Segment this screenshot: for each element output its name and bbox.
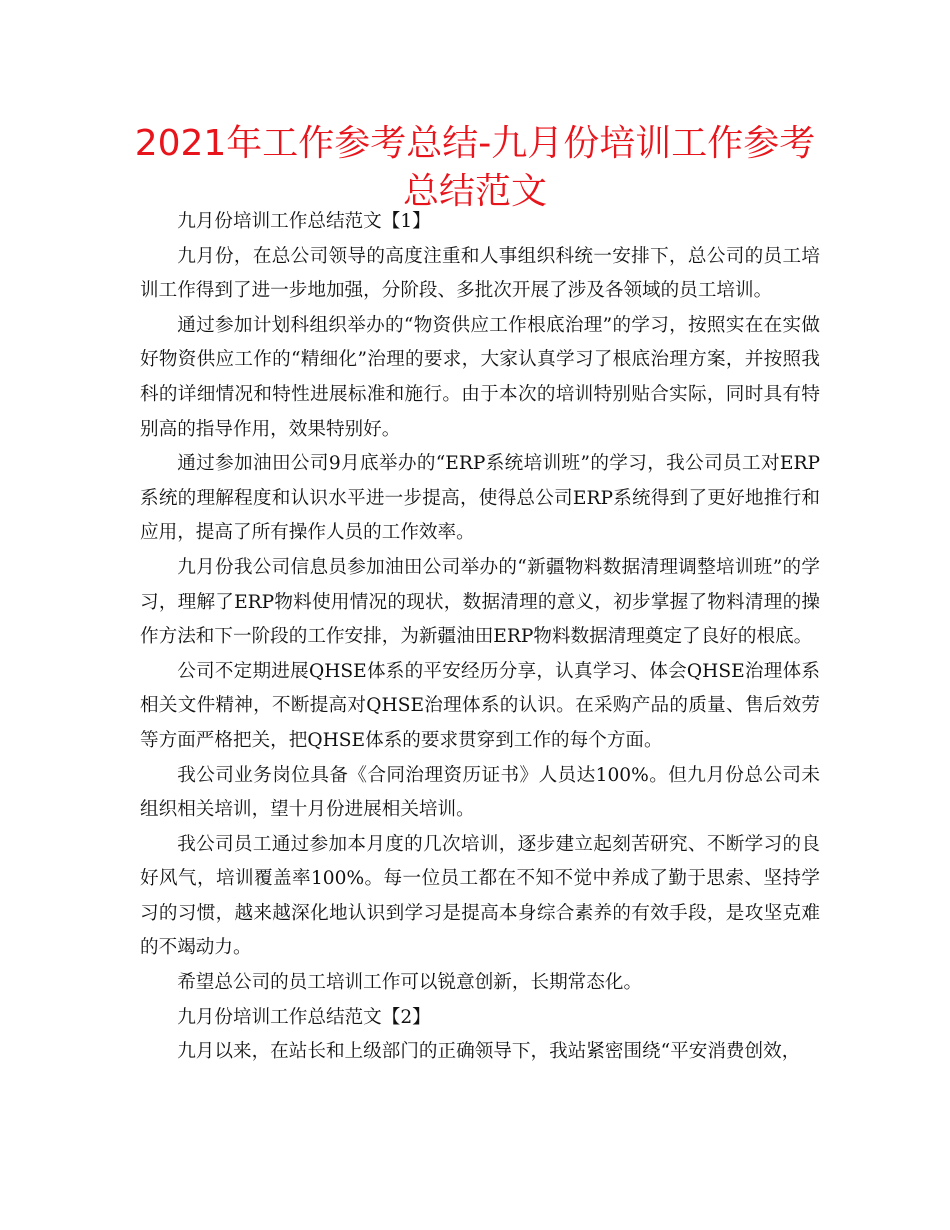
paragraph: 九月份，在总公司领导的高度注重和人事组织科统一安排下，总公司的员工培训工作得到了进一步地加强，分阶段、多批次开展了涉及各领域的员工培训。 bbox=[140, 245, 820, 302]
paragraph: 公司不定期进展QHSE体系的平安经历分享，认真学习、体会QHSE治理体系相关文件精神，不断提高对QHSE治理体系的认识。在采购产品的质量、售后效劳等方面严格把关，把QHSE体系的要求贯穿到工作的每个方面。 bbox=[140, 660, 820, 751]
section-heading-2: 九月份培训工作总结范文【2】 bbox=[177, 1006, 431, 1028]
document-body bbox=[140, 205, 820, 1070]
section-heading-1: 九月份培训工作总结范文【1】 bbox=[177, 211, 431, 232]
paragraph: 通过参加计划科组织举办的“物资供应工作根底治理”的学习，按照实在在实做好物资供应工作的“精细化”治理的要求，大家认真学习了根底治理方案，并按照我科的详细情况和特性进展标准和施行。由于本次的培训特别贴合实际，同时具有特别高的指导作用，效果特别好。 bbox=[140, 314, 820, 440]
paragraph: 通过参加油田公司9月底举办的“ERP系统培训班”的学习，我公司员工对ERP系统的理解程度和认识水平进一步提高，使得总公司ERP系统得到了更好地推行和应用，提高了所有操作人员的工作效率。 bbox=[140, 453, 820, 544]
document-title: 2021年工作参考总结-九月份培训工作参考总结范文 bbox=[134, 123, 816, 212]
paragraph: 希望总公司的员工培训工作可以锐意创新，长期常态化。 bbox=[177, 972, 643, 994]
paragraph: 九月以来，在站长和上级部门的正确领导下，我站紧密围绕“平安消费创效， bbox=[177, 1041, 801, 1063]
paragraph: 我公司员工通过参加本月度的几次培训，逐步建立起刻苦研究、不断学习的良好风气，培训覆盖率100%。每一位员工都在不知不觉中养成了勤于思索、坚持学习的习惯，越来越深化地认识到学习是提高本身综合素养的有效手段，是攻坚克难的不竭动力。 bbox=[140, 833, 820, 959]
paragraph: 九月份我公司信息员参加油田公司举办的“新疆物料数据清理调整培训班”的学习，理解了ERP物料使用情况的现状，数据清理的意义，初步掌握了物料清理的操作方法和下一阶段的工作安排，为新疆油田ERP物料数据清理奠定了良好的根底。 bbox=[140, 556, 820, 648]
paragraph: 我公司业务岗位具备《合同治理资历证书》人员达100%。但九月份总公司未组织相关培训，望十月份进展相关培训。 bbox=[140, 764, 820, 821]
